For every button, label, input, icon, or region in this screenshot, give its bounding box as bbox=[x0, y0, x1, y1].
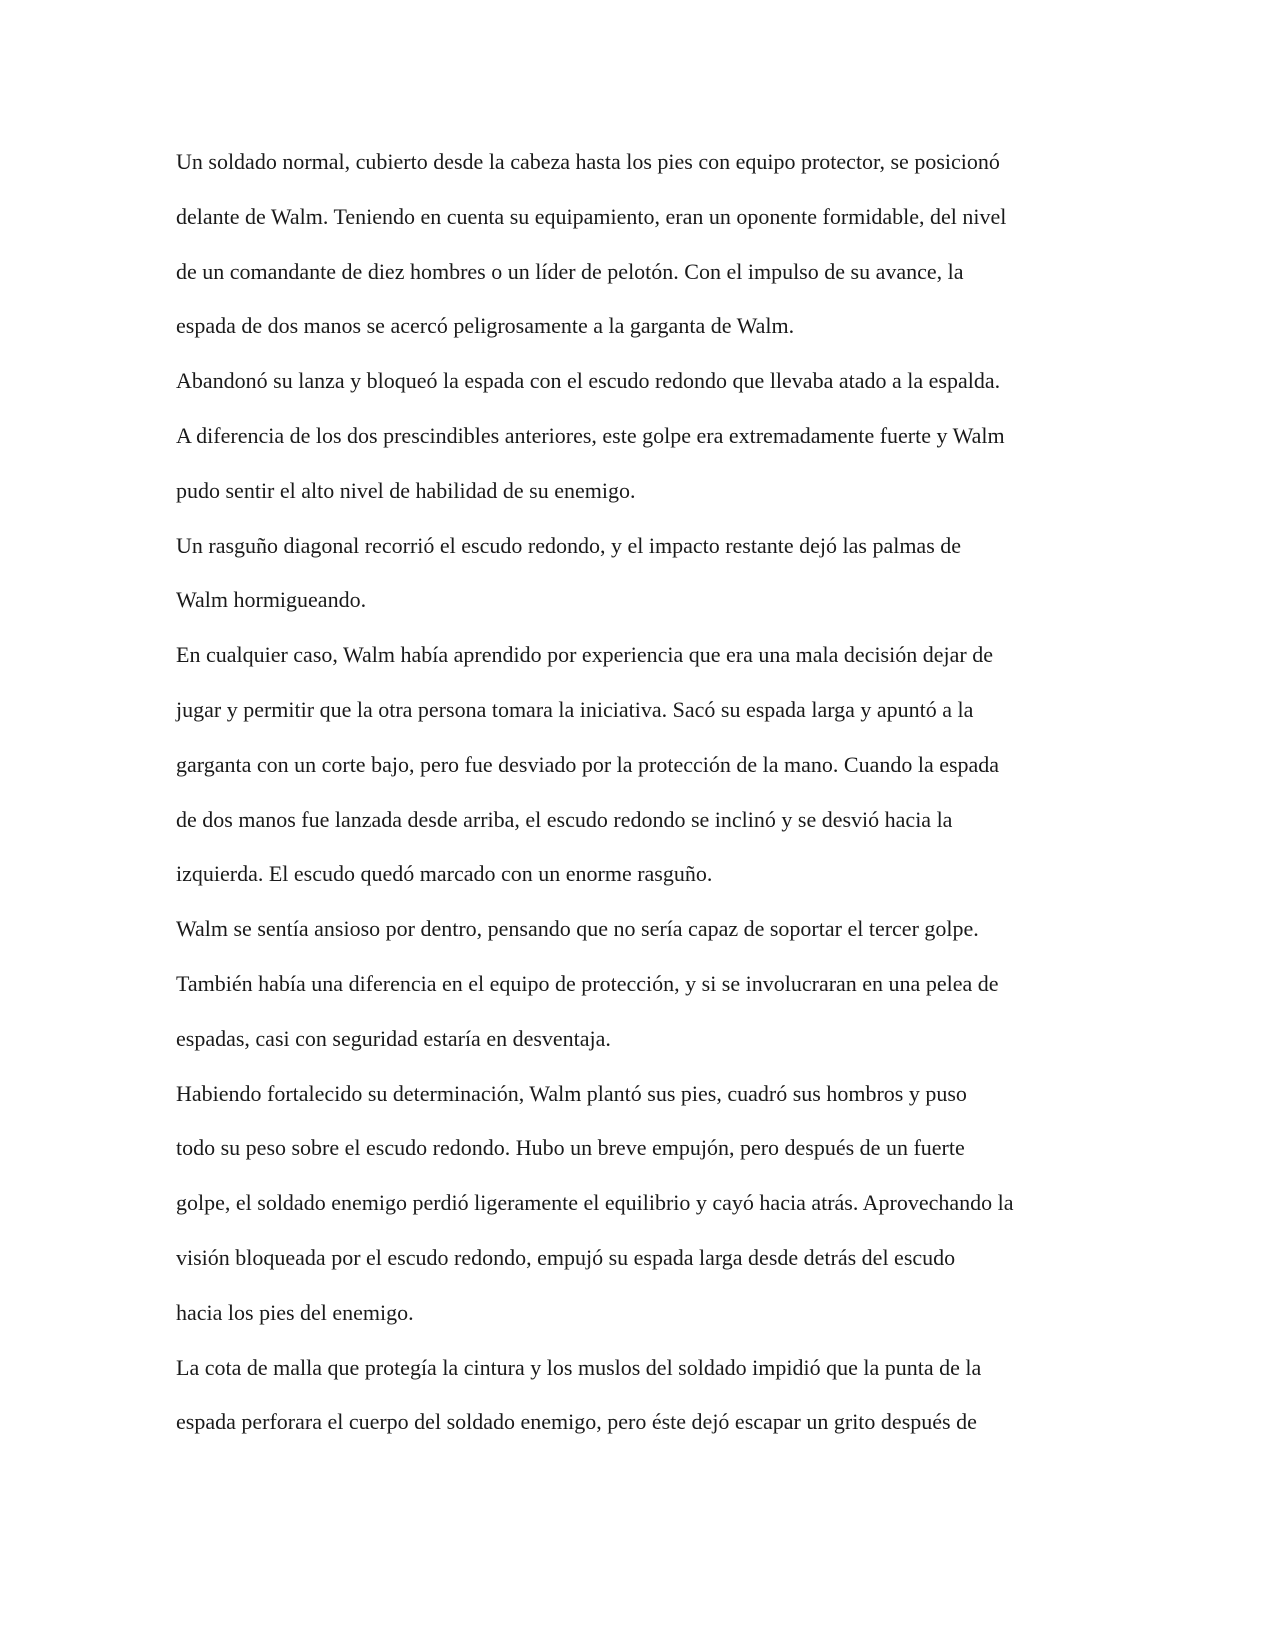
text-line: Un rasguño diagonal recorrió el escudo redondo, y el impacto restante dejó las palmas de bbox=[176, 532, 962, 558]
text-line: espada perforara el cuerpo del soldado enemigo, pero éste dejó escapar un grito después de bbox=[176, 1409, 977, 1435]
text-line: Habiendo fortalecido su determinación, Walm plantó sus pies, cuadró sus hombros y puso bbox=[176, 1080, 967, 1106]
text-line: espadas, casi con seguridad estaría en desventaja. bbox=[176, 1025, 611, 1051]
text-line: Walm se sentía ansioso por dentro, pensando que no sería capaz de soportar el tercer golpe. bbox=[176, 916, 979, 942]
text-line: de un comandante de diez hombres o un líder de pelotón. Con el impulso de su avance, la bbox=[176, 258, 964, 284]
document-body-text bbox=[176, 135, 1116, 1450]
text-line: A diferencia de los dos prescindibles anteriores, este golpe era extremadamente fuerte y Walm bbox=[176, 422, 1005, 448]
text-line: todo su peso sobre el escudo redondo. Hubo un breve empujón, pero después de un fuerte bbox=[176, 1135, 965, 1161]
text-line: pudo sentir el alto nivel de habilidad de su enemigo. bbox=[176, 477, 636, 503]
text-line: También había una diferencia en el equipo de protección, y si se involucraran en una pelea de bbox=[176, 970, 999, 996]
text-line: Un soldado normal, cubierto desde la cabeza hasta los pies con equipo protector, se posicionó bbox=[176, 149, 1000, 174]
text-line: izquierda. El escudo quedó marcado con un enorme rasguño. bbox=[176, 861, 713, 887]
text-line: Walm hormigueando. bbox=[176, 587, 367, 613]
text-line: hacia los pies del enemigo. bbox=[176, 1299, 414, 1325]
text-line: garganta con un corte bajo, pero fue desviado por la protección de la mano. Cuando la espada bbox=[176, 751, 1000, 777]
text-line: Abandonó su lanza y bloqueó la espada con el escudo redondo que llevaba atado a la espalda. bbox=[176, 368, 1001, 394]
text-line: En cualquier caso, Walm había aprendido por experiencia que era una mala decisión dejar de bbox=[176, 642, 993, 668]
text-line: visión bloqueada por el escudo redondo, empujó su espada larga desde detrás del escudo bbox=[176, 1244, 956, 1270]
text-line: delante de Walm. Teniendo en cuenta su equipamiento, eran un oponente formidable, del nivel bbox=[176, 203, 1007, 229]
text-line: La cota de malla que protegía la cintura y los muslos del soldado impidió que la punta de la bbox=[176, 1354, 982, 1380]
text-line: jugar y permitir que la otra persona tomara la iniciativa. Sacó su espada larga y apuntó a la bbox=[176, 696, 974, 722]
text-line: de dos manos fue lanzada desde arriba, el escudo redondo se inclinó y se desvió hacia la bbox=[176, 806, 953, 832]
text-line: espada de dos manos se acercó peligrosamente a la garganta de Walm. bbox=[176, 313, 795, 339]
text-line: golpe, el soldado enemigo perdió ligeramente el equilibrio y cayó hacia atrás. Aprovechando la bbox=[176, 1190, 1014, 1216]
